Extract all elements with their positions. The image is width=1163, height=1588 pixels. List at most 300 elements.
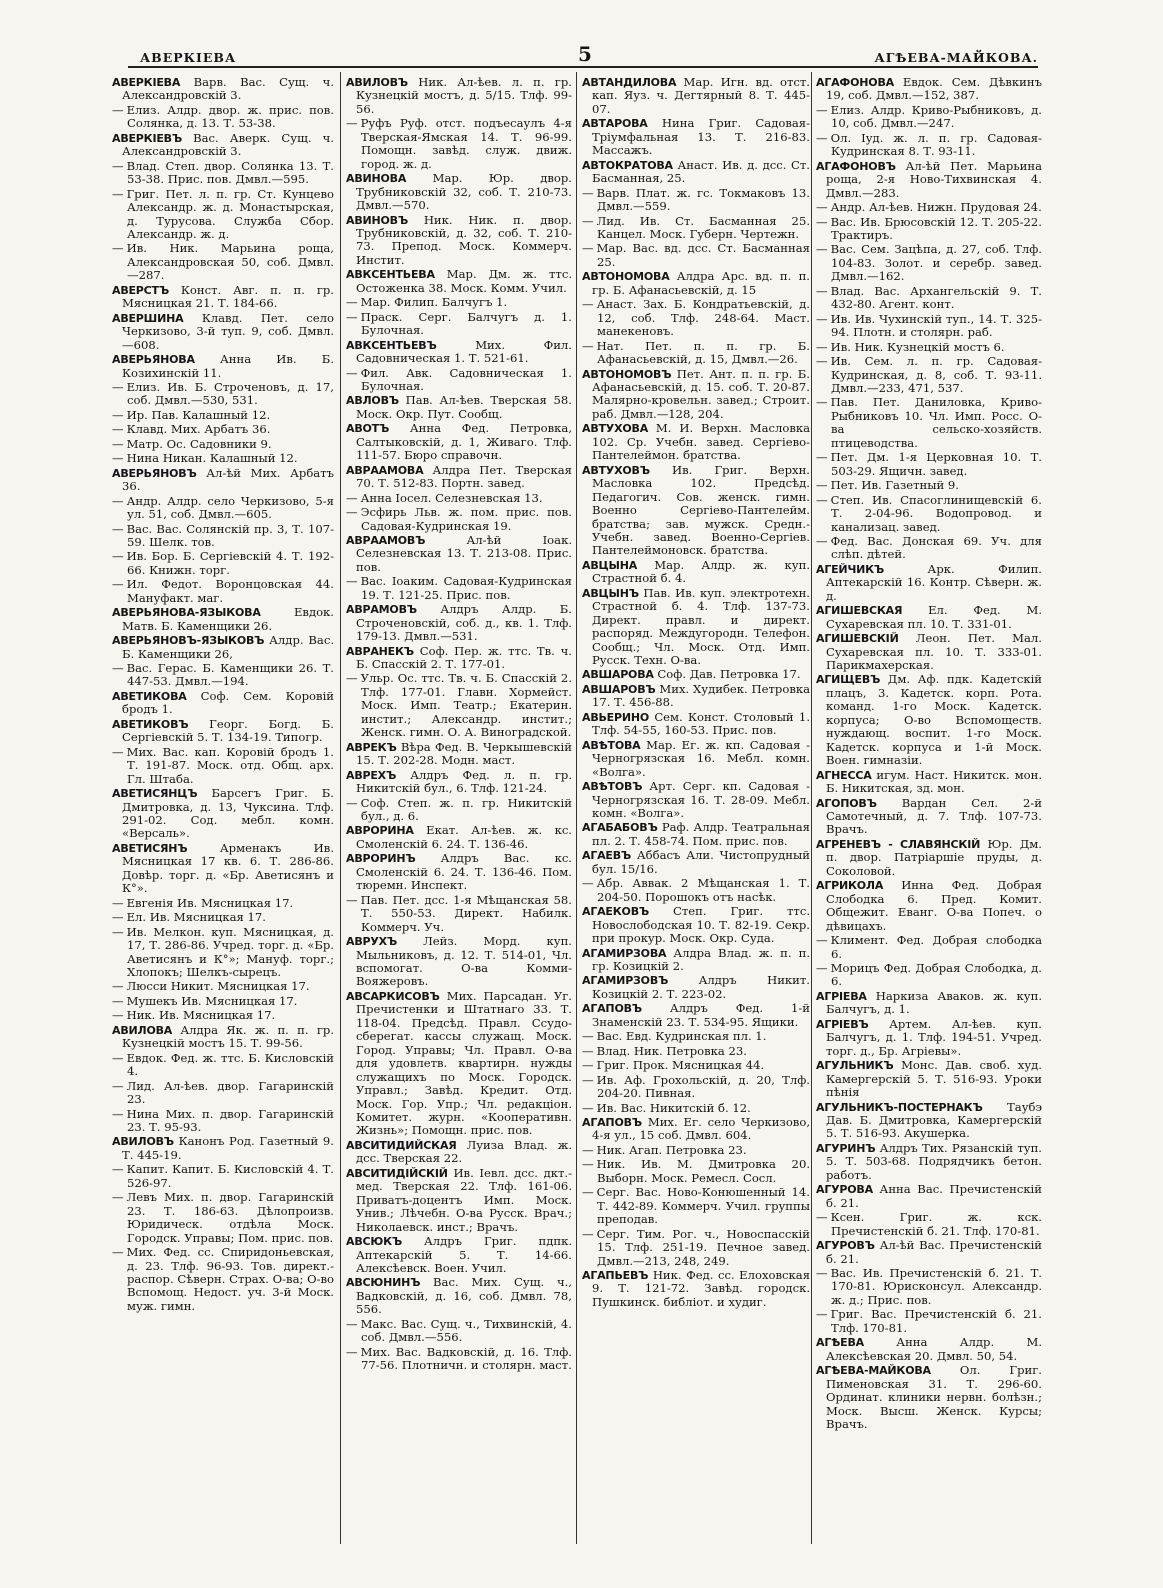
directory-entry — [112, 242, 334, 282]
directory-entry — [346, 575, 572, 602]
entry-surname: АВРЕХЪ — [346, 768, 397, 782]
entry-surname: АГАМИРЗОВА — [582, 946, 667, 960]
directory-entry — [582, 1228, 810, 1268]
entry-details: Анна Ив. Б. Козихинскій 11. — [122, 352, 334, 380]
entry-surname: АВИНОВЪ — [346, 213, 408, 227]
entry-details: Конст. Авг. п. п. гр. Мясницкая 21. Т. 184-66. — [122, 282, 334, 311]
directory-entry — [346, 214, 572, 268]
entry-surname: АВСИТИДИЙСКАЯ — [346, 1138, 457, 1152]
directory-entry — [346, 339, 572, 366]
entry-surname: АВЕРКІЕВА — [112, 76, 181, 89]
directory-entry — [346, 367, 572, 394]
directory-entry — [582, 1269, 810, 1309]
directory-entry — [112, 1009, 334, 1022]
ditto-dash: — — [816, 242, 828, 257]
directory-entry — [582, 1144, 810, 1157]
directory-entry — [346, 296, 572, 309]
entry-details: Нат. Пет. п. п. гр. Б. Афанасьевскій, д. 15, Дмвл.—26. — [596, 338, 810, 367]
entry-details: Ник. Ив. Мясницкая 17. — [126, 1008, 276, 1023]
ditto-dash: — — [582, 1100, 594, 1115]
entry-details: игум. Наст. Никитск. мон. Б. Никитская, зд. мон. — [826, 767, 1042, 796]
directory-entry — [346, 464, 572, 491]
directory-entry — [582, 877, 810, 904]
ditto-dash: — — [112, 1245, 124, 1260]
directory-entry — [346, 1318, 572, 1345]
entry-surname: АВѢТОВА — [582, 738, 641, 752]
entry-details: Леон. Пет. Мал. Сухаревская пл. 10. Т. 333-01. Парикмахерская. — [826, 631, 1042, 673]
directory-entry — [582, 947, 810, 974]
entry-surname: АГѢЕВА-МАЙКОВА — [816, 1364, 931, 1378]
directory-entry — [112, 353, 334, 380]
entry-details: Мих. Фед. сс. Спиридоньевская, д. 23. Тлф. 96-93. Тов. директ.-распор. Сѣверн. Страх. О-ва; О-во Вспомощ. Недост. уч. 3-й Моск. муж. гимн. — [126, 1245, 334, 1313]
entry-details: Ив. Ник. Марьина роща, Александровская 50, соб. Дмвл.—287. — [126, 241, 334, 283]
entry-surname: АГУЛЬНИКЪ — [816, 1059, 894, 1073]
directory-entry — [112, 381, 334, 408]
entry-details: Ив. Іевл. дсс. дкт.-мед. Тверская 22. Тлф. 161-06. Приватъ-доцентъ Имп. Моск. Унив.; Лѣчебн. О-ва Русск. Врач.; Николаевск. инст.; Врачъ. — [356, 1165, 572, 1234]
directory-entry — [816, 104, 1042, 131]
entry-details: Евдок. Фед. ж. ттс. Б. Кисловскій 4. — [126, 1050, 334, 1079]
entry-details: Анна Фед. Петровка, Салтыковскій, д. 1, Живаго. Тлф. 111-57. Бюро справочн. — [356, 421, 572, 463]
directory-entry — [346, 172, 572, 212]
entry-details: Дм. Аф. пдк. Кадетскій плацъ, 3. Кадетск. корп. Рота. команд. 1-го Моск. Кадетск. корпуса; О-во Вспомоществ. нуждающ. воспит. 1-го Моск. Кадетск. корпуса и 1-й Моск. Воен. гимназіи. — [826, 672, 1042, 768]
entry-details: Екат. Ал-ѣев. ж. кс. Смоленскій 6. 24. Т. 136-46. — [356, 823, 572, 851]
directory-entry — [582, 905, 810, 945]
entry-surname: АВЕРШИНА — [112, 311, 184, 325]
entry-details: Анна Вас. Пречистенскій б. 21. — [826, 1182, 1042, 1210]
ditto-dash: — — [582, 1185, 594, 1200]
entry-surname: АВШАРОВА — [582, 668, 654, 682]
entry-surname: АВЕРЬЯНОВА-ЯЗЫКОВА — [112, 606, 261, 620]
entry-details: Барсегъ Григ. Б. Дмитровка, д. 13, Чуксина. Тлф. 291-02. Сод. мебл. комн. «Версаль». — [122, 786, 334, 841]
ditto-dash: — — [582, 1072, 594, 1087]
directory-entry — [112, 995, 334, 1008]
directory-entry — [346, 990, 572, 1138]
entry-details: Матр. Ос. Садовники 9. — [126, 436, 272, 451]
entry-details: Инна Фед. Добрая Слободка 6. Пред. Комит. Общежит. Еванг. О-ва Попеч. о дѣвицахъ. — [826, 878, 1042, 933]
entry-surname: АГѢЕВА — [816, 1336, 864, 1350]
entry-details: Влад. Ник. Петровка 23. — [596, 1043, 747, 1058]
entry-details: Алдръ Григ. пдпк. Аптекарскій 5. Т. 14-66. Алексѣевск. Воен. Учил. — [356, 1234, 572, 1275]
entry-surname: АВИЛОВЪ — [346, 76, 408, 89]
ditto-dash: — — [816, 200, 828, 215]
ditto-dash: — — [346, 505, 358, 520]
directory-entry — [816, 1101, 1042, 1141]
entry-details: Капит. Капит. Б. Кисловскій 4. Т. 526-97. — [126, 1162, 334, 1190]
entry-details: Алдра Арс. вд. п. п. гр. Б. Афанасьевскій, д. 15 — [592, 269, 810, 297]
directory-entry — [582, 1002, 810, 1029]
entry-details: Вас. Ив. Пречистенскій б. 21. Т. 170-81. Юрисконсул. Александр. ж. д.; Прис. пов. — [830, 1265, 1042, 1307]
entry-details: Серг. Тим. Рог. ч., Новоспасскій 15. Тлф. 251-19. Печное завед. Дмвл.—213, 248, 249. — [596, 1226, 810, 1268]
entry-details: Вас. Мих. Сущ. ч., Вадковскій, д. 16, соб. Дмвл. 78, 556. — [356, 1275, 572, 1317]
directory-entry — [582, 1102, 810, 1115]
entry-surname: АВИЛОВА — [112, 1023, 173, 1037]
directory-entry — [112, 452, 334, 465]
entry-surname: АВТОНОМОВЪ — [582, 367, 672, 381]
entry-surname: АВШАРОВЪ — [582, 682, 656, 696]
entry-surname: АВЕТИКОВА — [112, 689, 187, 703]
directory-entry — [816, 1142, 1042, 1182]
directory-entry — [346, 1346, 572, 1373]
ditto-dash: — — [346, 892, 358, 907]
entry-details: Сем. Конст. Столовый 1. Тлф. 54-55, 160-53. Прис. пов. — [592, 709, 810, 738]
ditto-dash: — — [112, 407, 124, 422]
entry-details: Ник. Ив. М. Дмитровка 20. Выборн. Моск. Ремесл. Сосл. — [596, 1157, 810, 1185]
entry-surname: АВЕТИСЯНЪ — [112, 841, 188, 855]
ditto-dash: — — [816, 533, 828, 548]
entry-surname: АВОТЪ — [346, 422, 390, 436]
directory-entry — [346, 769, 572, 796]
directory-column-4 — [816, 76, 1042, 1544]
directory-entry — [816, 1364, 1042, 1431]
ditto-dash: — — [346, 295, 358, 310]
directory-entry — [346, 894, 572, 934]
running-head-right: АГѢЕВА-МАЙКОВА. — [874, 50, 1038, 65]
entry-surname: АВИЛОВЪ — [112, 1135, 174, 1149]
directory-entry — [582, 1045, 810, 1058]
entry-surname: АВТАНДИЛОВА — [582, 76, 677, 89]
directory-entry — [112, 409, 334, 422]
ditto-dash: — — [582, 297, 594, 312]
entry-details: Мушекъ Ив. Мясницкая 17. — [126, 993, 298, 1008]
entry-details: Аббасъ Али. Чистопрудный бул. 15/16. — [592, 848, 810, 876]
ditto-dash: — — [112, 436, 124, 451]
ditto-dash: — — [346, 1316, 358, 1331]
entry-details: Мих. Парсадан. Уг. Пречистенки и Штатнаго 33. Т. 118-04. Предсѣд. Правл. Ссудо-сберегат. кассы служащ. Моск. Город. Управы; Чл. Правл. О-ва для удовлетв. квартирн. нужды служащихъ по Моск. Городск. Управл.; Завѣд. Кредит. Отд. Моск. Гор. Упр.; Чл. редакціон. Комитет. журн. «Кооперативн. Жизнь»; Помощн. прис. пов. — [356, 988, 572, 1138]
directory-entry — [346, 76, 572, 116]
ditto-dash: — — [582, 185, 594, 200]
entry-details: Арт. Серг. кп. Садовая - Черногрязская 16. Т. 28-09. Мебл. комн. «Волга». — [592, 779, 810, 821]
directory-entry — [582, 711, 810, 738]
entry-details: Серг. Вас. Ново-Конюшенный 14. Т. 442-89. Коммерч. Учил. группы преподав. — [596, 1185, 810, 1227]
entry-details: Люсси Никит. Мясницкая 17. — [126, 979, 310, 994]
directory-entry — [346, 506, 572, 533]
entry-surname: АГРІЕВА — [816, 989, 867, 1003]
entry-details: Евдок. Сем. Дѣвкинъ 19, соб. Дмвл.—152, 387. — [826, 76, 1042, 103]
entry-surname: АВРОРИНЪ — [346, 852, 416, 866]
entry-details: Анна Алдр. М. Алексѣевская 20. Дмвл. 50, 54. — [826, 1335, 1042, 1363]
directory-entry — [112, 606, 334, 633]
entry-surname: АВЛОВЪ — [346, 394, 399, 408]
ditto-dash: — — [112, 661, 124, 676]
entry-details: Алдръ Вас. кс. Смоленскій 6. 24. Т. 136-46. Пом. тюремн. Инспект. — [356, 851, 572, 893]
ditto-dash: — — [816, 130, 828, 145]
entry-details: Наркиза Аваков. ж. куп. Балчугъ, д. 1. — [826, 988, 1042, 1017]
directory-entry — [582, 464, 810, 558]
entry-surname: АГУРОВА — [816, 1183, 873, 1197]
entry-surname: АВСИТИДІЙСКІЙ — [346, 1166, 448, 1180]
entry-surname: АВѢТОВЪ — [582, 780, 643, 794]
entry-details: Пет. Ив. Газетный 9. — [830, 478, 959, 493]
entry-surname: АГИШЕВСКАЯ — [816, 604, 903, 618]
entry-details: Алдръ Никит. Козицкій 2. Т. 223-02. — [592, 973, 810, 1001]
entry-details: Вас. Вас. Солянскій пр. 3, Т. 107-59. Шелк. тов. — [126, 521, 334, 549]
ditto-dash: — — [816, 492, 828, 507]
entry-details: Мар. Филип. Балчугъ 1. — [360, 295, 508, 310]
directory-entry — [582, 1059, 810, 1072]
entry-details: Вас. Герас. Б. Каменщики 26. Т. 447-53. Дмвл.—194. — [126, 661, 334, 689]
directory-entry — [346, 492, 572, 505]
entry-surname: АВЕРЬЯНОВЪ — [112, 466, 197, 480]
ditto-dash: — — [112, 1078, 124, 1093]
ditto-dash: — — [112, 577, 124, 592]
entry-details: Ив. Григ. Верхн. Масловка 102. Предсѣд. Педагогич. Сов. женск. гимн. Военно Сергіево-Пантелейм. братства; зав. мужск. Средн.-Учебн. завед. Военно-Сергіев. Пантелеймоновск. братства. — [592, 462, 810, 558]
entry-surname: АВКСЕНТЬЕВА — [346, 268, 435, 282]
entry-details: Таубэ Дав. Б. Дмитровка, Камергерскій 5. Т. 516-93. Акушерка. — [826, 1099, 1042, 1141]
entry-details: М. И. Верхн. Масловка 102. Ср. Учебн. завед. Сергіево-Пантелеймон. братства. — [592, 421, 810, 463]
entry-surname: АГАЕВЪ — [582, 849, 632, 863]
directory-entry — [112, 423, 334, 436]
entry-surname: АГИШЕВСКІЙ — [816, 632, 899, 646]
ditto-dash: — — [346, 795, 358, 810]
entry-details: Лид. Ив. Ст. Басманная 25. Канцел. Моск. Губерн. Чертежн. — [596, 213, 810, 241]
column-divider — [576, 72, 577, 1544]
entry-details: Влад. Степ. двор. Солянка 13. Т. 53-38. Прис. пов. Дмвл.—595. — [126, 158, 334, 187]
entry-surname: АВРУХЪ — [346, 935, 398, 949]
entry-surname: АВТАРОВА — [582, 117, 648, 131]
directory-entry — [346, 117, 572, 171]
ditto-dash: — — [816, 933, 828, 948]
directory-entry — [346, 394, 572, 421]
entry-details: Макс. Вас. Сущ. ч., Тихвинскій, 4. соб. Дмвл.—556. — [360, 1316, 572, 1345]
entry-surname: АГЕЙЧИКЪ — [816, 562, 885, 576]
entry-details: Алдръ Алдр. Б. Строченовскій, соб. д., кв. 1. Тлф. 179-13. Дмвл.—531. — [356, 602, 572, 644]
entry-surname: АГАПЬЕВЪ — [582, 1268, 649, 1282]
entry-details: Артем. Ал-ѣев. куп. Балчугъ, д. 1. Тлф. 194-51. Учред. торг. д., Бр. Агріевы». — [826, 1016, 1042, 1058]
entry-details: Алдра Пет. Тверская 70. Т. 512-83. Портн. завед. — [356, 462, 572, 491]
entry-surname: АВРОРИНА — [346, 824, 414, 838]
page-number: 5 — [578, 42, 592, 66]
ditto-dash: — — [112, 493, 124, 508]
directory-entry — [816, 243, 1042, 283]
ditto-dash: — — [582, 1029, 594, 1044]
entry-surname: АГРІЕВЪ — [816, 1017, 869, 1031]
ditto-dash: — — [816, 283, 828, 298]
directory-entry — [816, 535, 1042, 562]
ditto-dash: — — [582, 241, 594, 256]
entry-details: Ник. Агап. Петровка 23. — [596, 1142, 747, 1157]
directory-entry — [346, 311, 572, 338]
entry-surname: АВЕРСТЪ — [112, 283, 169, 297]
directory-entry — [346, 422, 572, 462]
entry-details: Пет. Ант. п. п. гр. Б. Афанасьевскій, д. 15. соб. Т. 20-87. Малярно-кровельн. завед.; Строит. раб. Дмвл.—128, 204. — [592, 366, 810, 421]
directory-entry — [112, 76, 334, 103]
directory-entry — [112, 1108, 334, 1135]
entry-surname: АВРЕКЪ — [346, 740, 397, 754]
directory-entry — [112, 1163, 334, 1190]
ditto-dash: — — [582, 876, 594, 891]
entry-details: Ник. Ал-ѣев. л. п. гр. Кузнецкій мостъ, д. 5/15. Тлф. 99-56. — [356, 76, 572, 116]
directory-entry — [816, 341, 1042, 354]
entry-details: Ив. Ив. Чухинскій туп., 14. Т. 325-94. Плотн. и столярн. раб. — [830, 311, 1042, 340]
directory-entry — [112, 1191, 334, 1245]
ditto-dash: — — [112, 979, 124, 994]
ditto-dash: — — [112, 102, 124, 117]
directory-entry — [816, 797, 1042, 837]
directory-entry — [816, 673, 1042, 767]
ditto-dash: — — [112, 1050, 124, 1065]
entry-details: Анаст. Ив. д. дсс. Ст. Басманная, 25. — [592, 157, 810, 186]
entry-details: Соф. Пер. ж. ттс. Тв. ч. Б. Спасскій 2. Т. 177-01. — [356, 643, 572, 672]
ditto-dash: — — [816, 339, 828, 354]
entry-details: Руфъ Руф. отст. подъесаулъ 4-я Тверская-Ямская 14. Т. 96-99. Помощн. завѣд. служ. движ. город. ж. д. — [360, 116, 572, 171]
ditto-dash: — — [346, 309, 358, 324]
directory-entry — [816, 76, 1042, 103]
directory-entry — [112, 926, 334, 980]
ditto-dash: — — [112, 422, 124, 437]
entry-surname: АВТОКРАТОВА — [582, 158, 673, 172]
entry-details: Соф. Степ. ж. п. гр. Никитскій бул., д. 6. — [360, 795, 572, 824]
entry-surname: АВРААМОВЪ — [346, 533, 426, 547]
entry-surname: АВИНОВА — [346, 172, 407, 186]
entry-surname: АГИЩЕВЪ — [816, 673, 881, 687]
directory-entry — [112, 842, 334, 896]
entry-details: Анна Іосел. Селезневская 13. — [360, 490, 543, 505]
directory-entry — [582, 559, 810, 586]
directory-entry — [582, 780, 810, 820]
entry-details: Клавд. Пет. село Черкизово, 3-й туп. 9, соб. Дмвл.—608. — [122, 310, 334, 352]
entry-details: Елиз. Алдр. двор. ж. прис. пов. Солянка, д. 13. Т. 53-38. — [126, 102, 334, 131]
entry-surname: АГАФОНОВА — [816, 76, 894, 89]
directory-entry — [346, 1235, 572, 1275]
directory-entry — [816, 285, 1042, 312]
directory-entry — [816, 479, 1042, 492]
directory-entry — [816, 1183, 1042, 1210]
entry-details: Ел. Фед. М. Сухаревская пл. 10. Т. 331-01. — [826, 603, 1042, 631]
entry-surname: АГРЕНЕВЪ - СЛАВЯНСКІЙ — [816, 837, 981, 851]
entry-details: Елиз. Алдр. Криво-Рыбниковъ, д. 10, соб. Дмвл.—247. — [830, 102, 1042, 131]
directory-entry — [346, 645, 572, 672]
entry-details: Ел. Ив. Мясницкая 17. — [126, 910, 266, 925]
directory-entry — [582, 270, 810, 297]
directory-entry — [346, 824, 572, 851]
entry-surname: АВЦЫНА — [582, 558, 638, 572]
entry-details: Мих. Вас. кап. Коровій бродъ 1. Т. 191-87. Моск. отд. Общ. арх. Гл. Штаба. — [126, 744, 334, 786]
entry-details: Праск. Серг. Балчугъ д. 1. Булочная. — [360, 309, 572, 338]
directory-entry — [346, 741, 572, 768]
entry-surname: АГНЕССА — [816, 768, 872, 782]
entry-details: Нина Никан. Калашный 12. — [126, 451, 298, 466]
entry-surname: АГАЕКОВЪ — [582, 905, 650, 919]
entry-details: Арменакъ Ив. Мясницкая 17 кв. 6. Т. 286-86. Довѣр. торг. д. «Бр. Аветисянъ и К°». — [122, 840, 334, 896]
entry-details: Алдръ Фед. 1-й Знаменскій 23. Т. 534-95. Ящики. — [592, 1001, 810, 1029]
directory-entry — [112, 1052, 334, 1079]
directory-entry — [582, 159, 810, 186]
directory-entry — [346, 268, 572, 295]
entry-details: Юр. Дм. п. двор. Патріаршіе пруды, д. Соколовой. — [826, 836, 1042, 878]
entry-details: Лид. Ал-ѣев. двор. Гагаринскій 23. — [126, 1078, 334, 1107]
ditto-dash: — — [112, 910, 124, 925]
directory-column-2 — [346, 76, 572, 1544]
directory-entry — [582, 587, 810, 668]
entry-surname: АВСЮНИНЪ — [346, 1276, 421, 1290]
ditto-dash: — — [112, 1106, 124, 1121]
ditto-dash: — — [582, 1058, 594, 1073]
directory-entry — [112, 746, 334, 786]
directory-entry — [816, 132, 1042, 159]
directory-entry — [816, 313, 1042, 340]
entry-surname: АГАФОНОВЪ — [816, 159, 896, 173]
entry-surname: АГАМИРЗОВЪ — [582, 974, 669, 988]
directory-entry — [582, 974, 810, 1001]
directory-entry — [816, 1267, 1042, 1307]
entry-details: Мих. Фил. Садовническая 1. Т. 521-61. — [356, 337, 572, 366]
entry-details: Ал-ѣй Пет. Марьина роща, 2-я Ново-Тихвинская 4. Дмвл.—283. — [826, 158, 1042, 200]
entry-details: Ил. Федот. Воронцовская 44. Мануфакт. маг. — [126, 577, 334, 605]
entry-details: Вардан Сел. 2-й Самотечный, д. 7. Тлф. 107-73. Врачъ. — [826, 795, 1042, 837]
entry-details: Ол. Григ. Пименовская 31. Т. 296-60. Ординат. клиники нервн. болѣзн.; Моск. Высш. Женск. Курсы; Врачъ. — [826, 1363, 1042, 1431]
entry-details: Ив. Аф. Грохольскій, д. 20, Тлф. 204-20. Пивная. — [596, 1072, 810, 1101]
directory-entry — [816, 1211, 1042, 1238]
ditto-dash: — — [112, 924, 124, 939]
entry-details: Лейз. Морд. куп. Мыльниковъ, д. 12. Т. 514-01, Чл. вспомогат. О-ва Комми-Вояжеровъ. — [356, 934, 572, 989]
entry-details: Георг. Богд. Б. Сергіевскій 5. Т. 134-19. Типогр. — [122, 716, 334, 745]
directory-entry — [112, 467, 334, 494]
directory-entry — [112, 104, 334, 131]
directory-entry — [582, 1158, 810, 1185]
entry-details: Соф. Дав. Петровка 17. — [657, 667, 801, 682]
entry-details: Пав. Ив. куп. электротехн. Страстной б. 4. Тлф. 137-73. Директ. правл. и директ. распоряд. Междугородн. Телефон. Сообщ.; Чл. Моск. Отд. Имп. Русск. Техн. О-ва. — [592, 585, 810, 668]
directory-entry — [112, 911, 334, 924]
entry-details: Мар. Юр. двор. Трубниковскій 32, соб. Т. 210-73. Дмвл.—570. — [356, 171, 572, 213]
entry-details: Эсфирь Льв. ж. пом. прис. пов. Садовая-Кудринская 19. — [360, 505, 572, 533]
entry-details: Канонъ Род. Газетный 9. Т. 445-19. — [122, 1134, 334, 1162]
directory-entry — [582, 1186, 810, 1226]
directory-entry — [816, 769, 1042, 796]
directory-entry — [816, 1336, 1042, 1363]
directory-entry — [346, 797, 572, 824]
directory-entry — [816, 563, 1042, 603]
entry-details: Вас. Сем. Зацѣпа, д. 27, соб. Тлф. 104-83. Золот. и серебр. завед. Дмвл.—162. — [830, 242, 1042, 284]
entry-details: Мар. Игн. вд. отст. кап. Яуз. ч. Дегтярный 8. Т. 445-07. — [592, 76, 810, 116]
entry-surname: АВЕРЬЯНОВЪ-ЯЗЫКОВЪ — [112, 634, 265, 648]
directory-entry — [816, 1018, 1042, 1058]
entry-details: Варв. Плат. ж. гс. Токмаковъ 13. Дмвл.—559. — [596, 185, 810, 214]
entry-details: Андр. Алдр. село Черкизово, 5-я ул. 51, соб. Дмвл.—605. — [126, 493, 334, 522]
entry-details: Вас. Аверк. Сущ. ч. Александровскій 3. — [122, 130, 334, 159]
directory-entry — [816, 990, 1042, 1017]
directory-entry — [112, 1135, 334, 1162]
directory-entry — [816, 632, 1042, 672]
entry-details: Нина Мих. п. двор. Гагаринскій 23. Т. 95-93. — [126, 1106, 334, 1134]
entry-details: Ульр. Ос. ттс. Тв. ч. Б. Спасскій 2. Тлф. 177-01. Главн. Хормейст. Моск. Имп. Театр.; Екатерин. инстит.; Александр. инстит.; Женск. гимн. О. А. Виноградской. — [360, 671, 572, 740]
entry-details: Пет. Дм. 1-я Церковная 10. Т. 503-29. Ящичн. завед. — [830, 450, 1042, 478]
ditto-dash: — — [112, 186, 124, 201]
directory-entry — [816, 604, 1042, 631]
directory-entry — [582, 668, 810, 681]
entry-details: Раф. Алдр. Театральная пл. 2. Т. 458-74. Пом. прис. пов. — [592, 820, 810, 848]
entry-details: Пав. Пет. дсс. 1-я Мѣщанская 58. Т. 550-53. Директ. Набилк. Коммерч. Уч. — [360, 892, 572, 934]
directory-entry — [816, 160, 1042, 200]
directory-entry — [816, 201, 1042, 214]
entry-details: Монс. Дав. своб. худ. Камергерскій 5. Т. 516-93. Уроки пѣнія — [826, 1058, 1042, 1100]
ditto-dash: — — [582, 1157, 594, 1172]
directory-entry — [816, 355, 1042, 395]
directory-entry — [582, 215, 810, 242]
directory-entry — [112, 690, 334, 717]
entry-surname: АВЕРЬЯНОВА — [112, 353, 195, 367]
entry-details: Вас. Евд. Кудринская пл. 1. — [596, 1029, 767, 1044]
directory-entry — [816, 879, 1042, 933]
page-header — [128, 36, 1038, 70]
directory-entry — [346, 1139, 572, 1166]
ditto-dash: — — [582, 1043, 594, 1058]
ditto-dash: — — [112, 993, 124, 1008]
directory-entry — [112, 578, 334, 605]
entry-surname: АВТУХОВА — [582, 422, 649, 436]
ditto-dash: — — [112, 521, 124, 536]
directory-entry — [582, 739, 810, 779]
ditto-dash: — — [816, 395, 828, 410]
